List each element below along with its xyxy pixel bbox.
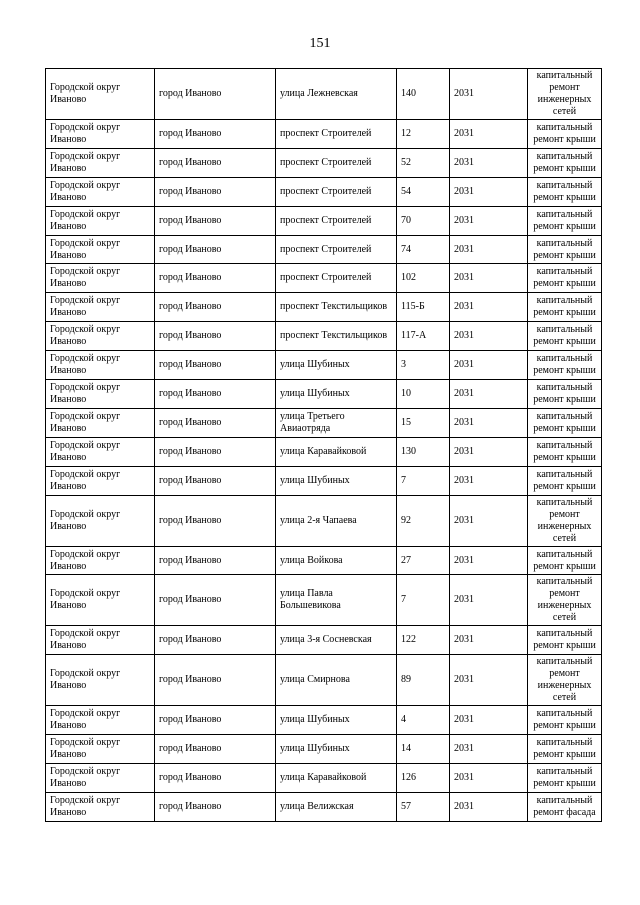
district-cell: Городской округ Иваново [46,575,155,626]
house-cell: 140 [397,69,450,120]
city-cell: город Иваново [155,437,276,466]
work-type-cell: капитальный ремонт крыши [528,706,602,735]
street-cell: улица Шубиных [276,380,397,409]
district-cell: Городской округ Иваново [46,437,155,466]
page-number: 151 [309,36,331,51]
city-cell: город Иваново [155,148,276,177]
house-cell: 74 [397,235,450,264]
street-cell: улица Третьего Авиаотряда [276,408,397,437]
table-row [46,626,602,655]
year-cell: 2031 [450,437,528,466]
work-type-cell: капитальный ремонт крыши [528,120,602,149]
district-cell: Городской округ Иваново [46,322,155,351]
work-type-cell: капитальный ремонт крыши [528,437,602,466]
district-cell: Городской округ Иваново [46,235,155,264]
year-cell: 2031 [450,793,528,822]
district-cell: Городской округ Иваново [46,351,155,380]
street-cell: улица Шубиных [276,706,397,735]
year-cell: 2031 [450,546,528,575]
street-cell: проспект Текстильщиков [276,293,397,322]
work-type-cell: капитальный ремонт крыши [528,735,602,764]
table-row [46,264,602,293]
city-cell: город Иваново [155,706,276,735]
district-cell: Городской округ Иваново [46,177,155,206]
district-cell: Городской округ Иваново [46,466,155,495]
street-cell: проспект Строителей [276,120,397,149]
city-cell: город Иваново [155,408,276,437]
district-cell: Городской округ Иваново [46,495,155,546]
year-cell: 2031 [450,764,528,793]
street-cell: улица Велижская [276,793,397,822]
city-cell: город Иваново [155,575,276,626]
house-cell: 4 [397,706,450,735]
table-row [46,148,602,177]
house-cell: 89 [397,655,450,706]
year-cell: 2031 [450,264,528,293]
city-cell: город Иваново [155,380,276,409]
city-cell: город Иваново [155,177,276,206]
year-cell: 2031 [450,466,528,495]
table-row [46,764,602,793]
city-cell: город Иваново [155,322,276,351]
work-type-cell: капитальный ремонт фасада [528,793,602,822]
house-cell: 10 [397,380,450,409]
house-cell: 117-А [397,322,450,351]
year-cell: 2031 [450,655,528,706]
city-cell: город Иваново [155,764,276,793]
table-row [46,706,602,735]
year-cell: 2031 [450,626,528,655]
table-row [46,322,602,351]
city-cell: город Иваново [155,120,276,149]
year-cell: 2031 [450,408,528,437]
district-cell: Городской округ Иваново [46,408,155,437]
work-type-cell: капитальный ремонт крыши [528,351,602,380]
table-row [46,735,602,764]
street-cell: улица Лежневская [276,69,397,120]
house-cell: 122 [397,626,450,655]
work-type-cell: капитальный ремонт крыши [528,293,602,322]
work-type-cell: капитальный ремонт инженерных сетей [528,69,602,120]
work-type-cell: капитальный ремонт крыши [528,380,602,409]
year-cell: 2031 [450,177,528,206]
year-cell: 2031 [450,575,528,626]
city-cell: город Иваново [155,466,276,495]
city-cell: город Иваново [155,235,276,264]
year-cell: 2031 [450,735,528,764]
work-type-cell: капитальный ремонт крыши [528,546,602,575]
work-type-cell: капитальный ремонт крыши [528,466,602,495]
street-cell: улица Шубиных [276,735,397,764]
work-type-cell: капитальный ремонт крыши [528,177,602,206]
house-cell: 115-Б [397,293,450,322]
house-cell: 92 [397,495,450,546]
year-cell: 2031 [450,706,528,735]
street-cell: улица Павла Большевикова [276,575,397,626]
work-type-cell: капитальный ремонт крыши [528,408,602,437]
street-cell: улица Войкова [276,546,397,575]
year-cell: 2031 [450,120,528,149]
table-row [46,495,602,546]
city-cell: город Иваново [155,655,276,706]
work-type-cell: капитальный ремонт инженерных сетей [528,575,602,626]
table-row [46,206,602,235]
street-cell: улица Шубиных [276,466,397,495]
house-cell: 14 [397,735,450,764]
city-cell: город Иваново [155,546,276,575]
district-cell: Городской округ Иваново [46,706,155,735]
work-type-cell: капитальный ремонт крыши [528,626,602,655]
table-row [46,546,602,575]
house-cell: 54 [397,177,450,206]
city-cell: город Иваново [155,495,276,546]
street-cell: улица 2-я Чапаева [276,495,397,546]
year-cell: 2031 [450,206,528,235]
work-type-cell: капитальный ремонт крыши [528,148,602,177]
street-cell: проспект Строителей [276,206,397,235]
house-cell: 7 [397,466,450,495]
street-cell: улица Шубиных [276,351,397,380]
district-cell: Городской округ Иваново [46,148,155,177]
table-row [46,575,602,626]
year-cell: 2031 [450,495,528,546]
district-cell: Городской округ Иваново [46,764,155,793]
district-cell: Городской округ Иваново [46,546,155,575]
district-cell: Городской округ Иваново [46,206,155,235]
table-row [46,793,602,822]
street-cell: проспект Строителей [276,148,397,177]
district-cell: Городской округ Иваново [46,793,155,822]
city-cell: город Иваново [155,293,276,322]
work-type-cell: капитальный ремонт инженерных сетей [528,655,602,706]
work-type-cell: капитальный ремонт инженерных сетей [528,495,602,546]
year-cell: 2031 [450,322,528,351]
street-cell: улица Каравайковой [276,764,397,793]
table-row [46,235,602,264]
table-row [46,655,602,706]
street-cell: улица Каравайковой [276,437,397,466]
street-cell: проспект Строителей [276,177,397,206]
table-row [46,466,602,495]
house-cell: 70 [397,206,450,235]
city-cell: город Иваново [155,351,276,380]
street-cell: проспект Текстильщиков [276,322,397,351]
city-cell: город Иваново [155,735,276,764]
street-cell: проспект Строителей [276,235,397,264]
district-cell: Городской округ Иваново [46,293,155,322]
city-cell: город Иваново [155,206,276,235]
work-type-cell: капитальный ремонт крыши [528,235,602,264]
district-cell: Городской округ Иваново [46,626,155,655]
table-row [46,351,602,380]
street-cell: улица 3-я Сосневская [276,626,397,655]
work-type-cell: капитальный ремонт крыши [528,264,602,293]
street-cell: проспект Строителей [276,264,397,293]
house-cell: 27 [397,546,450,575]
district-cell: Городской округ Иваново [46,120,155,149]
year-cell: 2031 [450,293,528,322]
house-cell: 52 [397,148,450,177]
district-cell: Городской округ Иваново [46,735,155,764]
table-row [46,408,602,437]
table-row [46,293,602,322]
house-cell: 7 [397,575,450,626]
city-cell: город Иваново [155,69,276,120]
district-cell: Городской округ Иваново [46,655,155,706]
year-cell: 2031 [450,351,528,380]
table-row [46,437,602,466]
work-type-cell: капитальный ремонт крыши [528,206,602,235]
table-row [46,177,602,206]
district-cell: Городской округ Иваново [46,380,155,409]
city-cell: город Иваново [155,264,276,293]
table-row [46,120,602,149]
table-row [46,380,602,409]
house-cell: 102 [397,264,450,293]
work-type-cell: капитальный ремонт крыши [528,764,602,793]
table-row [46,69,602,120]
year-cell: 2031 [450,148,528,177]
house-cell: 12 [397,120,450,149]
house-cell: 3 [397,351,450,380]
city-cell: город Иваново [155,626,276,655]
house-cell: 130 [397,437,450,466]
year-cell: 2031 [450,69,528,120]
year-cell: 2031 [450,380,528,409]
house-cell: 15 [397,408,450,437]
repair-schedule-table [45,68,602,822]
work-type-cell: капитальный ремонт крыши [528,322,602,351]
year-cell: 2031 [450,235,528,264]
city-cell: город Иваново [155,793,276,822]
district-cell: Городской округ Иваново [46,264,155,293]
house-cell: 126 [397,764,450,793]
house-cell: 57 [397,793,450,822]
district-cell: Городской округ Иваново [46,69,155,120]
street-cell: улица Смирнова [276,655,397,706]
